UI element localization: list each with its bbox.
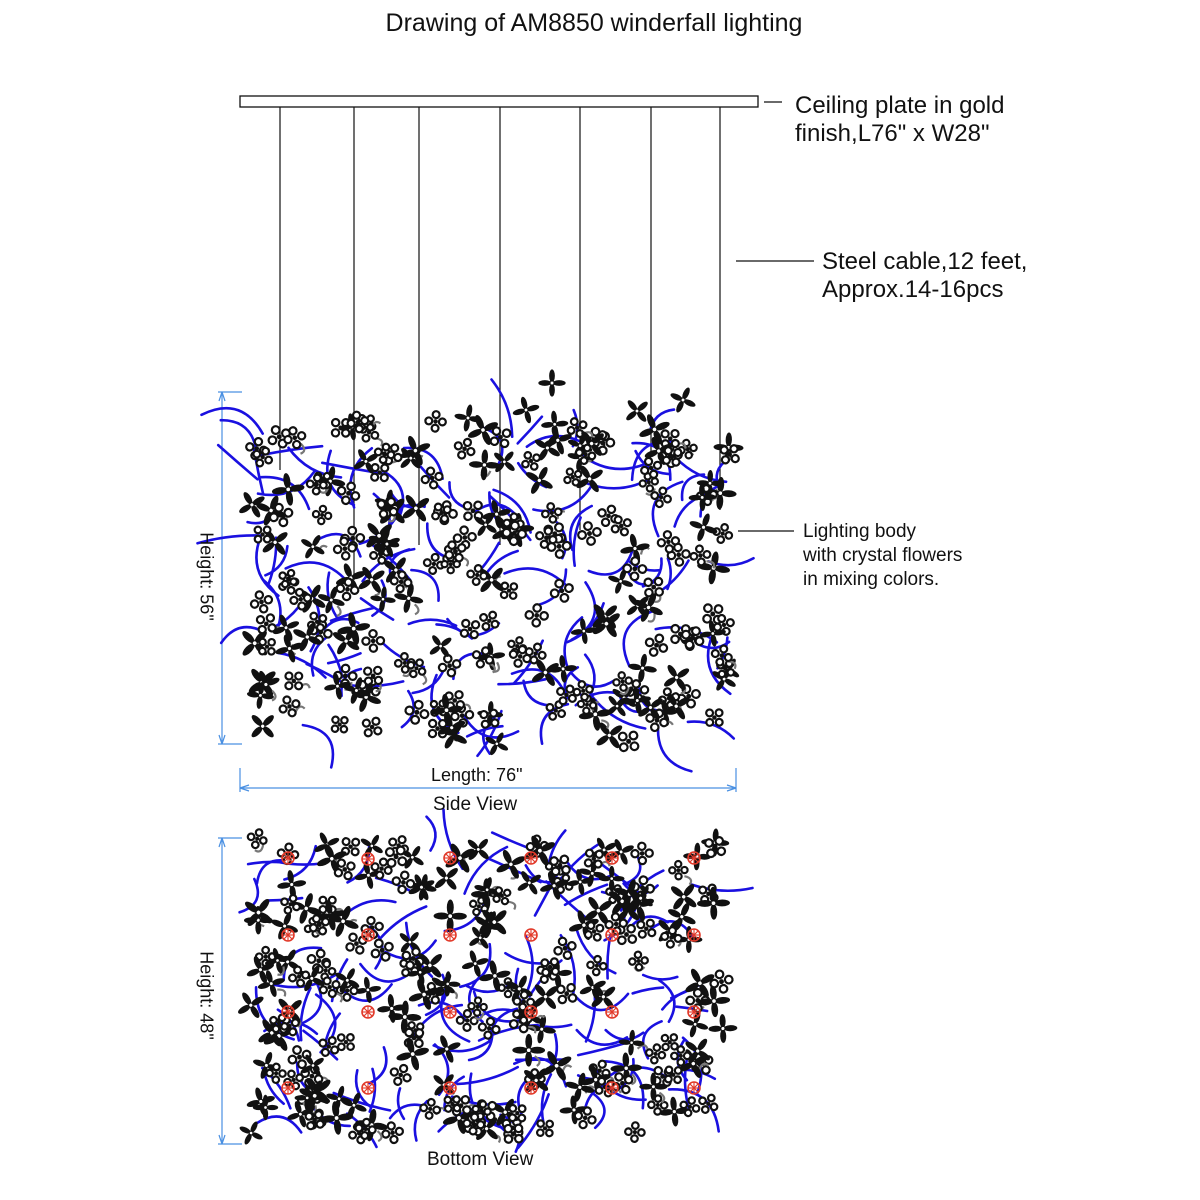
bottom-height-dimension (218, 838, 242, 1144)
bottom-view-label: Bottom View (427, 1149, 534, 1170)
crystal-branch (533, 485, 592, 511)
red-crystal-flower (688, 1082, 700, 1094)
bottom-view-lighting-body (230, 810, 752, 1152)
lighting-body-callout-line3: in mixing colors. (803, 569, 940, 590)
crystal-bead-cluster (326, 711, 353, 738)
crystal-branch (492, 833, 526, 848)
crystal-bead-cluster (531, 1115, 558, 1142)
red-crystal-flower (444, 929, 456, 941)
side-view-label: Side View (433, 794, 518, 815)
crystal-bead-cluster (495, 577, 522, 604)
crystal-stem (423, 674, 427, 684)
crystal-bead-cluster (276, 693, 303, 720)
steel-cable-callout (822, 248, 1027, 304)
ceiling-plate-callout-line1: Ceiling plate in gold (795, 92, 1005, 119)
red-crystal-flower (525, 929, 537, 941)
red-crystal-flower (688, 1006, 700, 1018)
crystal-bead-cluster (312, 505, 333, 526)
crystal-bead-cluster (678, 1095, 702, 1119)
steel-cable-callout-line1: Steel cable,12 feet, (822, 248, 1028, 275)
crystal-branch (480, 543, 499, 570)
crystal-flower (486, 443, 523, 480)
crystal-bead-cluster (362, 630, 384, 652)
crystal-bead-cluster (689, 544, 712, 567)
red-crystal-flower (444, 1082, 456, 1094)
crystal-branch (524, 681, 550, 706)
crystal-bead-cluster (547, 576, 576, 605)
red-crystal-flower (362, 1082, 374, 1094)
crystal-bead-cluster (586, 955, 607, 976)
red-crystal-flower (606, 1082, 618, 1094)
crystal-bead-cluster (623, 557, 647, 581)
side-length-label: Length: 76" (431, 765, 523, 785)
crystal-bead-cluster (624, 1122, 645, 1143)
crystal-branch (411, 570, 438, 601)
red-crystal-flower (282, 852, 294, 864)
crystal-stem (378, 1131, 382, 1141)
crystal-flower (708, 1013, 738, 1043)
crystal-bead-cluster (525, 604, 549, 628)
crystal-bead-cluster (248, 588, 275, 615)
bottom-height-label: Height: 48" (196, 951, 217, 1040)
crystal-branch (303, 725, 333, 767)
red-crystal-flower (606, 929, 618, 941)
red-crystal-flower (362, 853, 374, 865)
crystal-branch (633, 988, 663, 994)
lighting-body-callout-line2: with crystal flowers (803, 545, 963, 566)
crystal-bead-cluster (358, 713, 387, 742)
crystal-branch (286, 562, 345, 578)
red-crystal-flower (362, 1006, 374, 1018)
crystal-branch (370, 1047, 387, 1083)
crystal-bead-cluster (279, 666, 308, 695)
crystal-stem (648, 614, 655, 622)
crystal-flower (422, 628, 459, 665)
crystal-branch (347, 900, 396, 913)
red-crystal-flower (525, 1082, 537, 1094)
red-crystal-flower (606, 852, 618, 864)
red-crystal-flower (444, 852, 456, 864)
drawing-title: Drawing of AM8850 winderfall lighting (385, 9, 803, 37)
crystal-bead-cluster (278, 891, 304, 917)
crystal-bead-cluster (451, 435, 479, 463)
ceiling-plate-callout (795, 92, 1004, 148)
side-height-dimension (218, 392, 242, 744)
crystal-stem (277, 990, 285, 997)
crystal-stem (684, 876, 691, 885)
ceiling-plate-callout-line2: finish,L76" x W28" (795, 120, 990, 147)
red-crystal-flower (282, 929, 294, 941)
crystal-branch (398, 1088, 404, 1118)
crystal-flower (665, 382, 701, 418)
steel-cable-callout-line2: Approx.14-16pcs (822, 276, 1004, 303)
crystal-bead-cluster (387, 1061, 415, 1089)
red-crystal-flower (282, 1082, 294, 1094)
crystal-stem (337, 606, 341, 616)
crystal-flower (656, 657, 697, 698)
red-crystal-flower (444, 1006, 456, 1018)
ceiling-plate (240, 96, 758, 107)
crystal-branch (427, 817, 436, 851)
red-crystal-flower (282, 1006, 294, 1018)
crystal-bead-cluster (631, 842, 653, 864)
crystal-stem (508, 902, 515, 910)
crystal-branch (653, 482, 682, 536)
red-crystal-flower (525, 852, 537, 864)
red-crystal-flower (688, 852, 700, 864)
lighting-body-callout-line1: Lighting body (803, 521, 917, 542)
crystal-bead-cluster (425, 410, 447, 432)
red-crystal-flower (525, 1006, 537, 1018)
crystal-branch (658, 726, 691, 772)
side-height-label: Height: 56" (196, 532, 217, 621)
crystal-stem (563, 1065, 572, 1071)
crystal-bead-cluster (540, 502, 563, 525)
crystal-bead-cluster (419, 1097, 442, 1120)
lighting-body-callout (803, 520, 962, 592)
crystal-bead-cluster (700, 703, 729, 732)
side-view-lighting-body (198, 369, 754, 771)
crystal-stem (415, 604, 419, 614)
crystal-branch (586, 989, 595, 1041)
crystal-branch (457, 1067, 517, 1084)
crystal-branch (248, 862, 278, 864)
crystal-flower (241, 705, 283, 747)
crystal-flower (243, 1084, 279, 1120)
red-crystal-flower (362, 929, 374, 941)
red-crystal-flower (606, 1006, 618, 1018)
crystal-branch (643, 975, 677, 979)
crystal-flower (538, 369, 565, 396)
crystal-bead-cluster (245, 827, 269, 851)
red-crystal-flower (688, 929, 700, 941)
crystal-bead-cluster (628, 951, 648, 971)
